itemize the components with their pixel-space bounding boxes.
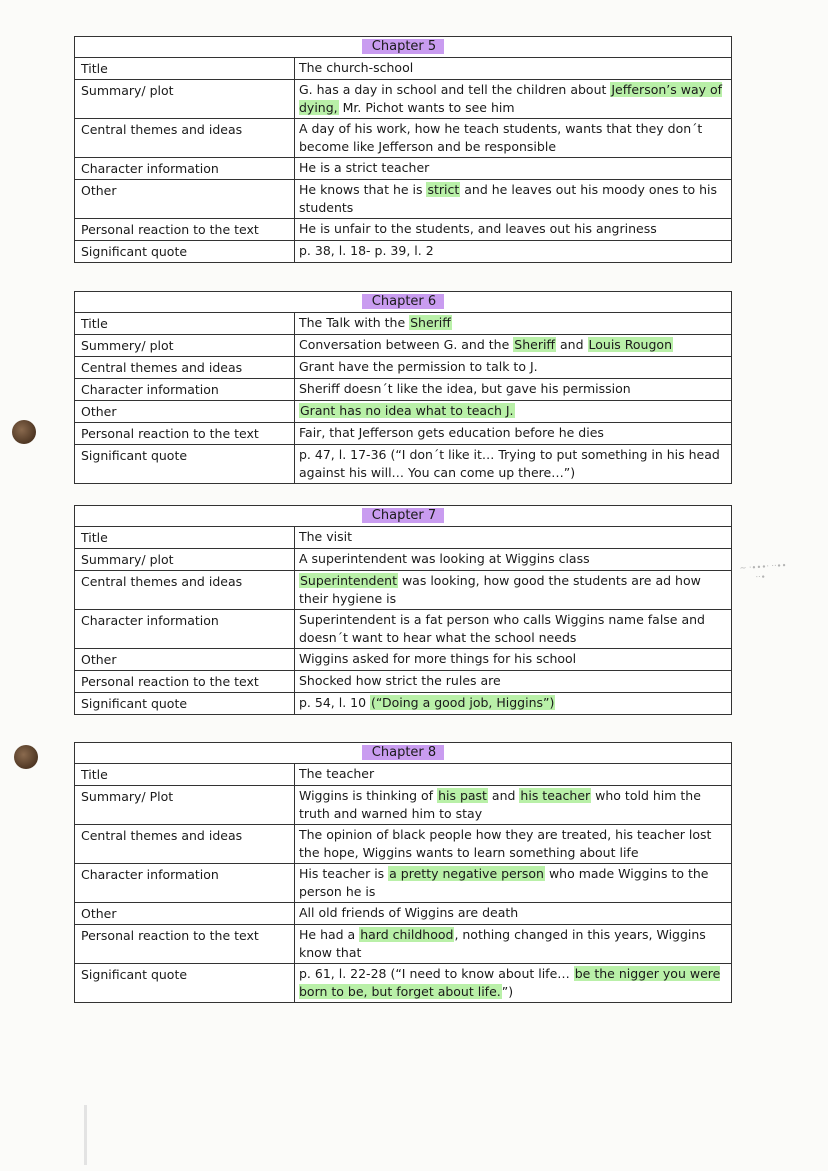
row-label: Title (75, 58, 295, 79)
table-row (75, 80, 731, 119)
row-value (295, 964, 731, 1002)
table-row (75, 610, 731, 649)
chapter-title: Chapter 7 (362, 508, 444, 523)
row-value (295, 527, 731, 548)
table-row (75, 357, 731, 379)
row-value (295, 445, 731, 483)
table-row (75, 649, 731, 671)
highlighted-text: his past (438, 788, 487, 803)
table-row (75, 764, 731, 786)
row-label: Personal reaction to the text (75, 671, 295, 692)
row-label: Central themes and ideas (75, 357, 295, 378)
highlighted-text: (“Doing a good job, Higgins”) (371, 695, 555, 710)
page-edge-mark (84, 1105, 87, 1165)
table-row (75, 864, 731, 903)
table-row (75, 219, 731, 241)
row-value (295, 180, 731, 218)
highlighted-text: his teacher (520, 788, 591, 803)
row-label: Other (75, 180, 295, 218)
row-label: Other (75, 649, 295, 670)
row-value (295, 864, 731, 902)
row-value (295, 549, 731, 570)
row-value (295, 119, 731, 157)
table-row (75, 925, 731, 964)
binder-hole-1 (12, 420, 36, 444)
table-row (75, 335, 731, 357)
table-row (75, 549, 731, 571)
row-label: Significant quote (75, 964, 295, 1002)
highlighted-text: Louis Rougon (588, 337, 672, 352)
row-value (295, 764, 731, 785)
binder-hole-2 (14, 745, 38, 769)
margin-pencil-scribble: ~ ·∙∙∙· ··∙∙ ··∙ (739, 560, 787, 583)
text-segment: A day of his work, how he teach students, wants that they don´t become like Jefferson and be responsible (299, 121, 703, 154)
row-label: Summary/ Plot (75, 786, 295, 824)
highlighted-text: hard childhood (360, 927, 454, 942)
row-value (295, 313, 731, 334)
highlighted-text: Sheriff (410, 315, 451, 330)
table-row (75, 693, 731, 714)
text-segment: He had a (299, 927, 360, 942)
text-segment: Conversation between G. and the (299, 337, 514, 352)
row-value (295, 649, 731, 670)
text-segment: A superintendent was looking at Wiggins class (299, 551, 590, 566)
table-row (75, 423, 731, 445)
text-segment: Fair, that Jefferson gets education before he dies (299, 425, 604, 440)
chapter-title: Chapter 6 (362, 294, 444, 309)
row-label: Summery/ plot (75, 335, 295, 356)
text-segment: Superintendent is a fat person who calls Wiggins name false and doesn´t want to hear what the school needs (299, 612, 705, 645)
row-value (295, 379, 731, 400)
row-label: Summary/ plot (75, 549, 295, 570)
row-label: Title (75, 764, 295, 785)
text-segment: He is a strict teacher (299, 160, 430, 175)
text-segment: ”) (501, 984, 514, 999)
row-label: Personal reaction to the text (75, 925, 295, 963)
text-segment: Shocked how strict the rules are (299, 673, 501, 688)
text-segment: p. 38, l. 18- p. 39, l. 2 (299, 243, 434, 258)
row-label: Character information (75, 610, 295, 648)
row-value (295, 671, 731, 692)
text-segment: The church-school (299, 60, 414, 75)
row-value (295, 571, 731, 609)
row-label: Significant quote (75, 693, 295, 714)
text-segment: and (556, 337, 588, 352)
row-value (295, 80, 731, 118)
row-label: Other (75, 401, 295, 422)
text-segment: The teacher (299, 766, 375, 781)
table-row (75, 313, 731, 335)
text-segment: , nothing changed in this years, Wiggins know that (299, 927, 706, 960)
row-value (295, 825, 731, 863)
table-row (75, 445, 731, 483)
row-value (295, 241, 731, 262)
text-segment: and he leaves out his moody ones to his students (299, 182, 718, 215)
highlighted-text: a pretty negative person (389, 866, 544, 881)
text-segment: The opinion of black people how they are treated, his teacher lost the hope, Wiggins wants to learn something about life (299, 827, 712, 860)
row-label: Summary/ plot (75, 80, 295, 118)
table-row (75, 119, 731, 158)
chapter-title: Chapter 5 (362, 39, 444, 54)
table-row (75, 903, 731, 925)
highlighted-text: Superintendent (300, 573, 397, 588)
text-segment: Sheriff doesn´t like the idea, but gave his permission (299, 381, 631, 396)
row-value (295, 357, 731, 378)
text-segment: G. has a day in school and tell the children about (299, 82, 611, 97)
text-segment: was looking, how good the students are ad how their hygiene is (299, 573, 701, 606)
row-value (295, 158, 731, 179)
chapter-6-table (74, 291, 732, 484)
row-label: Central themes and ideas (75, 571, 295, 609)
chapter-header (75, 506, 731, 527)
row-label: Central themes and ideas (75, 825, 295, 863)
text-segment: Mr. Pichot wants to see him (338, 100, 515, 115)
row-value (295, 786, 731, 824)
text-segment: He knows that he is (299, 182, 427, 197)
text-segment: who told him the truth and warned him to stay (299, 788, 701, 821)
row-value (295, 693, 731, 714)
row-value (295, 335, 731, 356)
text-segment: All old friends of Wiggins are death (299, 905, 519, 920)
chapter-7-table (74, 505, 732, 715)
text-segment: The Talk with the (299, 315, 410, 330)
highlighted-text: Jefferson’s way of dying, (299, 82, 723, 115)
text-segment: The visit (299, 529, 352, 544)
table-row (75, 527, 731, 549)
row-label: Personal reaction to the text (75, 219, 295, 240)
chapter-8-table (74, 742, 732, 1003)
chapter-title: Chapter 8 (362, 745, 444, 760)
text-segment: p. 54, l. 10 (299, 695, 371, 710)
row-label: Other (75, 903, 295, 924)
table-row (75, 379, 731, 401)
highlighted-text: Sheriff (514, 337, 556, 352)
row-label: Significant quote (75, 241, 295, 262)
text-segment: His teacher is (299, 866, 389, 881)
table-row (75, 671, 731, 693)
table-row (75, 158, 731, 180)
row-value (295, 401, 731, 422)
table-row (75, 180, 731, 219)
table-row (75, 786, 731, 825)
chapter-5-table (74, 36, 732, 263)
row-label: Title (75, 313, 295, 334)
text-segment: who made Wiggins to the person he is (299, 866, 709, 899)
row-value (295, 219, 731, 240)
table-row (75, 58, 731, 80)
table-row (75, 241, 731, 262)
text-segment: Grant have the permission to talk to J. (299, 359, 538, 374)
row-value (295, 423, 731, 444)
text-segment: p. 47, l. 17-36 (“I don´t like it… Trying to put something in his head against his will… You can come up there…”) (299, 447, 720, 480)
chapter-header (75, 292, 731, 313)
chapter-header (75, 37, 731, 58)
row-value (295, 925, 731, 963)
table-row (75, 571, 731, 610)
text-segment: He is unfair to the students, and leaves out his angriness (299, 221, 657, 236)
highlighted-text: strict (427, 182, 460, 197)
highlighted-text: be the nigger you were born to be, but forget about life. (299, 966, 721, 999)
row-value (295, 610, 731, 648)
table-row (75, 401, 731, 423)
row-label: Character information (75, 864, 295, 902)
row-label: Significant quote (75, 445, 295, 483)
text-segment: Wiggins asked for more things for his school (299, 651, 577, 666)
row-value (295, 58, 731, 79)
text-segment: Wiggins is thinking of (299, 788, 438, 803)
text-segment: p. 61, l. 22-28 (“I need to know about life… (299, 966, 574, 981)
row-label: Character information (75, 379, 295, 400)
table-row (75, 825, 731, 864)
row-label: Central themes and ideas (75, 119, 295, 157)
text-segment: and (487, 788, 520, 803)
row-value (295, 903, 731, 924)
row-label: Character information (75, 158, 295, 179)
table-row (75, 964, 731, 1002)
highlighted-text: Grant has no idea what to teach J. (300, 403, 514, 418)
row-label: Personal reaction to the text (75, 423, 295, 444)
chapter-header (75, 743, 731, 764)
row-label: Title (75, 527, 295, 548)
